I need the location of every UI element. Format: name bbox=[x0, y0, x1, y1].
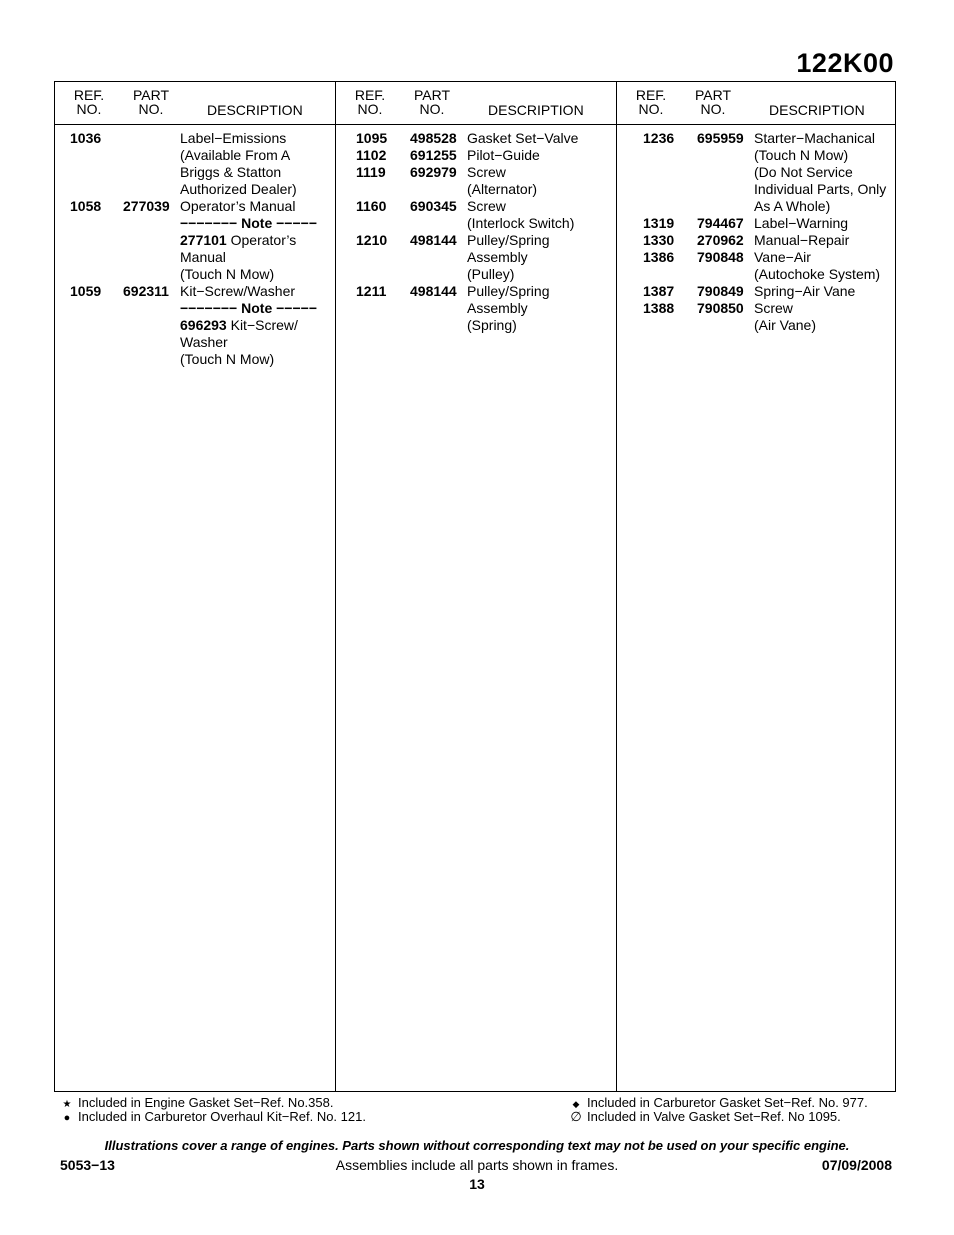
part-description bbox=[467, 283, 616, 334]
description-bold-text: −−−−−−− Note −−−−− bbox=[180, 215, 317, 231]
footnote-empty-set: ∅ Included in Valve Gasket Set−Ref. No 1095. bbox=[570, 1109, 841, 1124]
description-text: Assembly bbox=[467, 249, 528, 265]
description-text: (Spring) bbox=[467, 317, 517, 333]
ref-number: 1095 bbox=[356, 130, 388, 146]
part-number: 277039 bbox=[123, 198, 170, 214]
part-number: 498144 bbox=[410, 283, 457, 299]
ref-number: 1210 bbox=[356, 232, 388, 248]
part-number: 790848 bbox=[697, 249, 744, 265]
description-header: DESCRIPTION bbox=[769, 102, 865, 118]
description-line bbox=[180, 164, 335, 181]
description-text: Pulley/Spring bbox=[467, 232, 550, 248]
part-number: 692979 bbox=[410, 164, 457, 180]
description-text: Briggs & Statton bbox=[180, 164, 282, 180]
description-text: Label−Warning bbox=[754, 215, 849, 231]
part-description bbox=[754, 300, 895, 334]
page-number: 13 bbox=[469, 1176, 485, 1192]
description-text: (Touch N Mow) bbox=[180, 266, 275, 282]
part-number: 691255 bbox=[410, 147, 457, 163]
description-line bbox=[754, 317, 895, 334]
bullet-icon: ● bbox=[63, 1112, 71, 1124]
description-text: (Touch N Mow) bbox=[754, 147, 849, 163]
description-line bbox=[180, 334, 335, 351]
description-line bbox=[467, 198, 616, 215]
ref-number: 1211 bbox=[356, 283, 387, 299]
parts-row bbox=[336, 198, 616, 232]
description-text: Operator’s bbox=[226, 232, 297, 248]
description-line bbox=[467, 164, 616, 181]
ref-no-header: REF. NO. bbox=[354, 87, 386, 117]
parts-row bbox=[336, 283, 616, 334]
part-description bbox=[754, 232, 895, 249]
description-line bbox=[180, 249, 335, 266]
part-number: 794467 bbox=[697, 215, 744, 231]
description-line bbox=[754, 249, 895, 266]
description-line bbox=[467, 181, 616, 198]
description-text: Gasket Set−Valve bbox=[467, 130, 579, 146]
part-number: 270962 bbox=[697, 232, 744, 248]
ref-number: 1386 bbox=[643, 249, 675, 265]
description-text: Kit−Screw/Washer bbox=[180, 283, 296, 299]
disclaimer: Illustrations cover a range of engines. Parts shown without corresponding text may not be used on your specific engine. bbox=[104, 1138, 850, 1153]
parts-column-3 bbox=[617, 82, 895, 1091]
ref-number: 1330 bbox=[643, 232, 675, 248]
description-line bbox=[754, 300, 895, 317]
part-description bbox=[180, 130, 335, 198]
description-line bbox=[180, 266, 335, 283]
part-number: 790850 bbox=[697, 300, 744, 316]
part-number: 690345 bbox=[410, 198, 457, 214]
parts-row bbox=[617, 130, 895, 215]
description-line bbox=[754, 198, 895, 215]
ref-number: 1319 bbox=[643, 215, 675, 231]
description-text: (Pulley) bbox=[467, 266, 515, 282]
description-text: Label−Emissions bbox=[180, 130, 287, 146]
footnote-diamond: ◆ Included in Carburetor Gasket Set−Ref. No. 977. bbox=[569, 1096, 868, 1111]
description-line bbox=[180, 283, 335, 300]
description-line bbox=[467, 300, 616, 317]
parts-row bbox=[336, 147, 616, 164]
description-text: As A Whole) bbox=[754, 198, 831, 214]
description-text: Screw bbox=[754, 300, 793, 316]
document-number: 5053−13 bbox=[60, 1157, 115, 1173]
ref-number: 1160 bbox=[356, 198, 387, 214]
parts-row bbox=[55, 283, 335, 368]
ref-number: 1236 bbox=[643, 130, 675, 146]
description-line bbox=[754, 232, 895, 249]
parts-row bbox=[55, 198, 335, 283]
column-header bbox=[336, 82, 616, 125]
ref-number: 1036 bbox=[70, 130, 102, 146]
ref-no-header: REF. NO. bbox=[73, 87, 105, 117]
diamond-icon: ◆ bbox=[572, 1099, 580, 1109]
description-bold-text: −−−−−−− Note −−−−− bbox=[180, 300, 317, 316]
description-text: Manual bbox=[180, 249, 226, 265]
part-description bbox=[754, 283, 895, 300]
description-text: Assembly bbox=[467, 300, 528, 316]
description-text: Washer bbox=[180, 334, 228, 350]
part-description bbox=[180, 283, 335, 368]
description-line bbox=[467, 283, 616, 300]
assemblies-note: Assemblies include all parts shown in frames. bbox=[335, 1157, 619, 1173]
description-line bbox=[754, 164, 895, 181]
ref-number: 1388 bbox=[643, 300, 675, 316]
description-line bbox=[180, 215, 335, 232]
description-text: Operator’s Manual bbox=[180, 198, 296, 214]
parts-row bbox=[617, 215, 895, 232]
part-description bbox=[467, 198, 616, 232]
description-line bbox=[467, 249, 616, 266]
parts-row bbox=[617, 249, 895, 283]
parts-row bbox=[617, 232, 895, 249]
parts-row bbox=[55, 130, 335, 198]
ref-number: 1119 bbox=[356, 164, 386, 180]
description-line bbox=[180, 181, 335, 198]
description-text: (Touch N Mow) bbox=[180, 351, 275, 367]
description-text: Individual Parts, Only bbox=[754, 181, 887, 197]
description-line bbox=[180, 198, 335, 215]
description-text: (Available From A bbox=[180, 147, 291, 163]
document-date: 07/09/2008 bbox=[821, 1157, 892, 1173]
description-line bbox=[467, 147, 616, 164]
ref-number: 1058 bbox=[70, 198, 102, 214]
description-line bbox=[180, 147, 335, 164]
model-number: 122K00 bbox=[796, 48, 894, 78]
parts-rows bbox=[336, 130, 616, 334]
part-no-header: PART NO. bbox=[132, 87, 170, 117]
description-bold-text: 696293 bbox=[180, 317, 227, 333]
description-line bbox=[754, 266, 895, 283]
description-line bbox=[467, 215, 616, 232]
description-line bbox=[754, 181, 895, 198]
description-text: (Alternator) bbox=[467, 181, 538, 197]
part-no-header: PART NO. bbox=[694, 87, 732, 117]
description-text: (Do Not Service bbox=[754, 164, 853, 180]
part-number: 498528 bbox=[410, 130, 457, 146]
description-bold-text: 277101 bbox=[180, 232, 227, 248]
ref-number: 1059 bbox=[70, 283, 102, 299]
part-description bbox=[754, 215, 895, 232]
part-number: 790849 bbox=[697, 283, 744, 299]
part-no-header: PART NO. bbox=[413, 87, 451, 117]
part-number: 498144 bbox=[410, 232, 457, 248]
description-header: DESCRIPTION bbox=[488, 102, 584, 118]
star-icon: ★ bbox=[62, 1099, 72, 1110]
part-description bbox=[467, 164, 616, 198]
description-line bbox=[467, 130, 616, 147]
parts-row bbox=[336, 164, 616, 198]
parts-rows bbox=[55, 130, 335, 368]
footnote-star: ★ Included in Engine Gasket Set−Ref. No.358. bbox=[60, 1096, 333, 1112]
description-text: Screw bbox=[467, 198, 506, 214]
ref-number: 1387 bbox=[643, 283, 675, 299]
description-text: Pulley/Spring bbox=[467, 283, 550, 299]
ref-no-header: REF. NO. bbox=[635, 87, 667, 117]
part-description bbox=[467, 232, 616, 283]
description-line bbox=[180, 232, 335, 249]
description-line bbox=[467, 232, 616, 249]
parts-column-1 bbox=[55, 82, 336, 1091]
description-text: Pilot−Guide bbox=[467, 147, 540, 163]
description-text: Starter−Machanical bbox=[754, 130, 876, 146]
column-header bbox=[617, 82, 895, 125]
description-line bbox=[754, 147, 895, 164]
part-description bbox=[467, 130, 616, 147]
parts-row bbox=[617, 283, 895, 300]
part-description bbox=[754, 130, 895, 215]
part-description bbox=[467, 147, 616, 164]
description-line bbox=[467, 317, 616, 334]
description-text: Spring−Air Vane bbox=[754, 283, 856, 299]
description-text: Screw bbox=[467, 164, 506, 180]
description-line bbox=[180, 300, 335, 317]
description-line bbox=[180, 317, 335, 334]
description-line bbox=[180, 351, 335, 368]
description-line bbox=[467, 266, 616, 283]
parts-table bbox=[54, 81, 896, 1092]
parts-row bbox=[617, 300, 895, 334]
description-text: Authorized Dealer) bbox=[180, 181, 297, 197]
description-text: Vane−Air bbox=[754, 249, 811, 265]
empty-set-icon: ∅ bbox=[570, 1109, 582, 1124]
parts-column-2 bbox=[336, 82, 617, 1091]
ref-number: 1102 bbox=[356, 147, 387, 163]
description-line bbox=[180, 130, 335, 147]
parts-row bbox=[336, 130, 616, 147]
description-line bbox=[754, 130, 895, 147]
description-text: Kit−Screw/ bbox=[226, 317, 298, 333]
part-description bbox=[754, 249, 895, 283]
description-header: DESCRIPTION bbox=[207, 102, 303, 118]
parts-row bbox=[336, 232, 616, 283]
description-line bbox=[754, 215, 895, 232]
description-text: Manual−Repair bbox=[754, 232, 850, 248]
part-number: 692311 bbox=[123, 283, 169, 299]
description-text: (Interlock Switch) bbox=[467, 215, 575, 231]
part-number: 695959 bbox=[697, 130, 744, 146]
column-header bbox=[55, 82, 335, 125]
parts-rows bbox=[617, 130, 895, 334]
description-text: (Autochoke System) bbox=[754, 266, 881, 282]
description-line bbox=[754, 283, 895, 300]
description-text: (Air Vane) bbox=[754, 317, 816, 333]
part-description bbox=[180, 198, 335, 283]
footnote-dot: ● Included in Carburetor Overhaul Kit−Ref. No. 121. bbox=[60, 1110, 366, 1125]
